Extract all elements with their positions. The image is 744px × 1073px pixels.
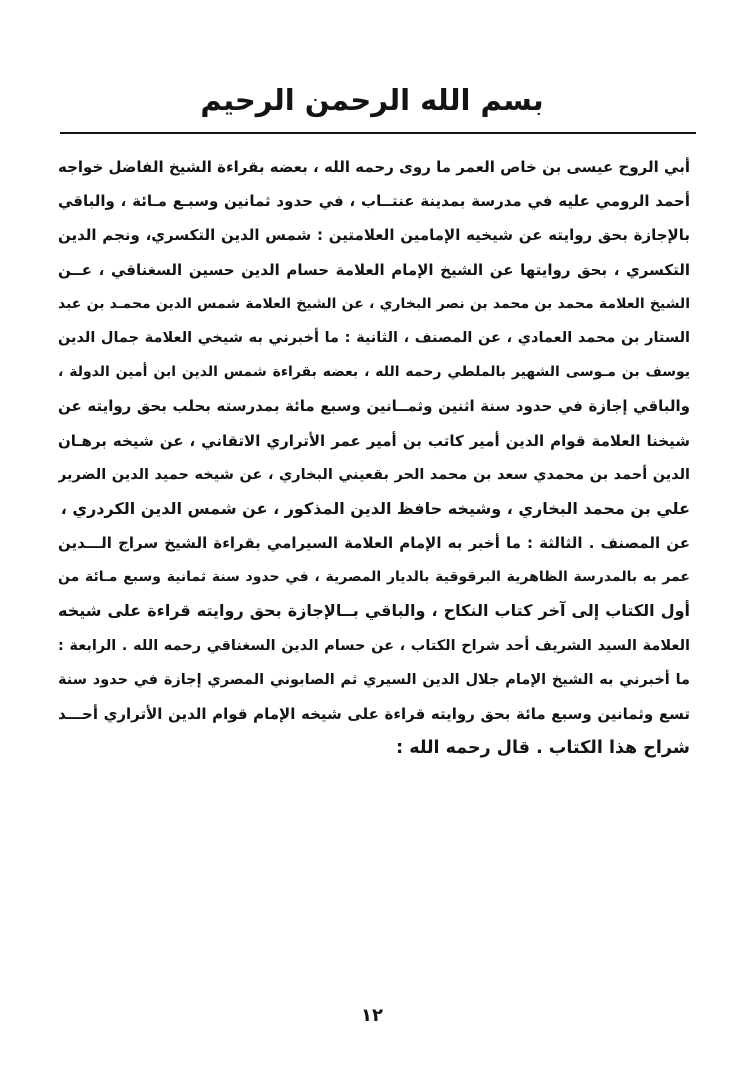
- text-line: شيخنا العلامة قوام الدين أمير كاتب بن أمير عمر الأتراري الاتقاني ، عن شيخه برهـان: [58, 431, 690, 450]
- text-line: الستار بن محمد العمادي ، عن المصنف ، الثانية : ما أخبرني به شيخي العلامة جمال الدين: [58, 329, 690, 346]
- text-line: ما أخبرني به الشيخ الإمام جلال الدين السيري ثم الصابوني المصري إجازة في حدود سنة: [58, 671, 690, 688]
- text-line: التكسري ، بحق روايتها عن الشيخ الإمام العلامة حسام الدين حسين السغناقي ، عــن: [58, 260, 690, 279]
- text-line: يوسف بن مـوسى الشهير بالملطي رحمه الله ، بعضه بقراءة شمس الدين ابن أمين الدولة ،: [58, 364, 690, 381]
- body-text: [58, 150, 690, 765]
- text-line: الدين أحمد بن محمدي سعد بن محمد الحر بقعيني البخاري ، عن شيخه حميد الدين الضرير: [58, 466, 690, 483]
- text-line: تسع وثمانين وسبع مائة بحق روايته قراءة على شيخه الإمام قوام الدين الأتراري أحـــد: [58, 705, 690, 723]
- text-line: أبي الروح عيسى بن خاص العمر ما روى رحمه الله ، بعضه بقراءة الشيخ الفاضل خواجه: [58, 158, 690, 176]
- text-line: علي بن محمد البخاري ، وشيخه حافظ الدين المذكور ، عن شمس الدين الكردري ،: [60, 498, 690, 518]
- page-title-basmala: بسم الله الرحمن الرحيم: [200, 83, 544, 117]
- text-line: أحمد الرومي عليه في مدرسة بمدينة عنتــاب ، في حدود ثمانين وسبـع مـائة ، والباقي: [58, 192, 690, 211]
- text-line: شراح هذا الكتاب . قال رحمه الله :: [396, 738, 690, 759]
- page-number: ١٢: [361, 1005, 383, 1026]
- text-line: والباقي إجازة في حدود سنة اثنين وثمــانين وسبع مائة بمدرسته بحلب بحق روايته عن: [58, 397, 690, 416]
- text-line: العلامة السيد الشريف أحد شراح الكتاب ، عن حسام الدين السغناقي رحمه الله . الرابعة :: [58, 637, 690, 654]
- header-divider: [60, 132, 696, 134]
- text-line: الشيخ العلامة محمد بن محمد بن نصر البخاري ، عن الشيخ العلامة شمس الدين محمـد بن عبد: [58, 295, 690, 312]
- text-line: أول الكتاب إلى آخر كتاب النكاح ، والباقي بــالإجازة بحق روايته قراءة على شيخه: [58, 601, 690, 621]
- text-line: بالإجازة بحق روايته عن شيخيه الإمامين العلامتين : شمس الدين التكسري، ونجم الدين: [58, 226, 690, 245]
- text-line: عن المصنف . الثالثة : ما أخبر به الإمام العلامة السيرامي بقراءة الشيخ سراج الـــدين: [58, 534, 690, 553]
- text-line: عمر به بالمدرسة الظاهرية البرقوقية بالديار المصرية ، في حدود سنة ثمانية وسبع مـائة من: [58, 569, 690, 586]
